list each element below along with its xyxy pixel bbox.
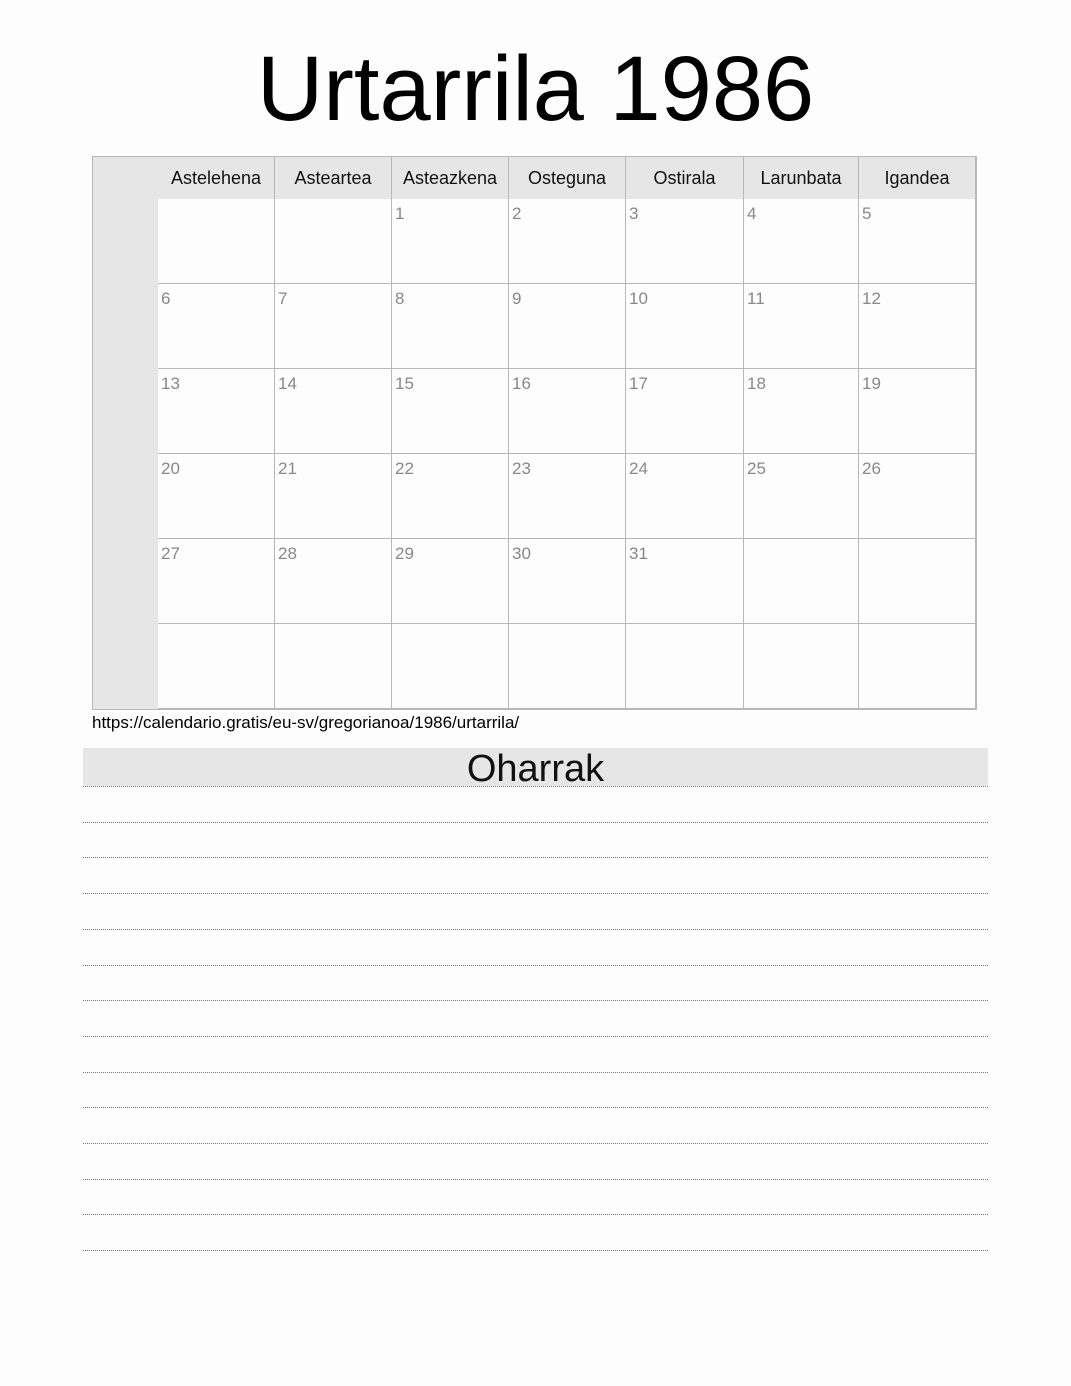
day-cell[interactable]	[509, 539, 626, 624]
day-cell[interactable]	[626, 369, 744, 454]
day-cell[interactable]	[509, 624, 626, 709]
day-cell[interactable]	[392, 284, 509, 369]
day-cell[interactable]	[859, 199, 976, 284]
note-line	[83, 1107, 988, 1108]
day-cell[interactable]	[392, 369, 509, 454]
day-cell[interactable]	[626, 624, 744, 709]
day-number: 29	[395, 544, 414, 563]
day-number: 19	[862, 374, 881, 393]
weekday-header: Asteartea	[275, 157, 392, 200]
note-line	[83, 857, 988, 858]
note-line	[83, 786, 988, 787]
day-cell[interactable]	[509, 454, 626, 539]
day-cell[interactable]	[275, 539, 392, 624]
day-number: 4	[747, 204, 757, 223]
day-number: 30	[512, 544, 531, 563]
day-cell[interactable]	[509, 199, 626, 284]
day-cell[interactable]	[859, 624, 976, 709]
day-number: 8	[395, 289, 405, 308]
day-number: 26	[862, 459, 881, 478]
day-cell[interactable]	[392, 624, 509, 709]
day-cell[interactable]	[275, 199, 392, 284]
day-number: 27	[161, 544, 180, 563]
day-cell[interactable]	[275, 369, 392, 454]
day-number: 20	[161, 459, 180, 478]
day-cell[interactable]	[744, 199, 859, 284]
note-line	[83, 1000, 988, 1001]
day-number: 6	[161, 289, 171, 308]
note-line	[83, 1214, 988, 1215]
day-cell[interactable]	[158, 624, 275, 709]
day-number: 21	[278, 459, 297, 478]
day-number: 13	[161, 374, 180, 393]
day-number: 17	[629, 374, 648, 393]
day-cell[interactable]	[859, 454, 976, 539]
day-cell[interactable]	[626, 199, 744, 284]
weekday-header: Asteazkena	[392, 157, 509, 200]
calendar-days	[158, 157, 976, 709]
day-number: 5	[862, 204, 872, 223]
weekday-header: Astelehena	[158, 157, 275, 200]
note-line	[83, 1143, 988, 1144]
note-line	[83, 929, 988, 930]
page-title: Urtarrila 1986	[256, 38, 815, 140]
day-number: 12	[862, 289, 881, 308]
weekday-header: Ostirala	[626, 157, 744, 200]
day-number: 10	[629, 289, 648, 308]
day-cell[interactable]	[626, 539, 744, 624]
weekday-header: Osteguna	[509, 157, 626, 200]
day-number: 14	[278, 374, 297, 393]
note-line	[83, 1250, 988, 1251]
weekday-header: Igandea	[859, 157, 976, 200]
note-line	[83, 1072, 988, 1073]
notes-title: Oharrak	[83, 748, 988, 786]
day-cell[interactable]	[509, 369, 626, 454]
day-cell[interactable]	[509, 284, 626, 369]
day-cell[interactable]	[158, 539, 275, 624]
note-line	[83, 893, 988, 894]
day-number: 28	[278, 544, 297, 563]
day-cell[interactable]	[158, 454, 275, 539]
day-number: 18	[747, 374, 766, 393]
day-cell[interactable]	[859, 369, 976, 454]
day-cell[interactable]	[392, 454, 509, 539]
day-cell[interactable]	[158, 369, 275, 454]
day-number: 25	[747, 459, 766, 478]
day-number: 16	[512, 374, 531, 393]
day-cell[interactable]	[744, 539, 859, 624]
calendar-grid	[92, 156, 977, 710]
day-number: 11	[747, 289, 765, 308]
day-cell[interactable]	[626, 284, 744, 369]
note-line	[83, 822, 988, 823]
day-number: 24	[629, 459, 648, 478]
weekday-header: Larunbata	[744, 157, 859, 200]
day-cell[interactable]	[392, 199, 509, 284]
note-line	[83, 1179, 988, 1180]
day-cell[interactable]	[744, 369, 859, 454]
day-cell[interactable]	[859, 284, 976, 369]
day-cell[interactable]	[275, 454, 392, 539]
day-number: 15	[395, 374, 414, 393]
day-cell[interactable]	[859, 539, 976, 624]
note-line	[83, 965, 988, 966]
day-number: 31	[629, 544, 648, 563]
day-number: 1	[395, 204, 405, 223]
week-number-column	[93, 157, 159, 709]
day-number: 9	[512, 289, 522, 308]
day-number: 7	[278, 289, 288, 308]
day-number: 23	[512, 459, 531, 478]
day-cell[interactable]	[744, 624, 859, 709]
day-number: 22	[395, 459, 414, 478]
note-line	[83, 1036, 988, 1037]
day-number: 3	[629, 204, 639, 223]
day-cell[interactable]	[392, 539, 509, 624]
day-cell[interactable]	[158, 284, 275, 369]
source-url: https://calendario.gratis/eu-sv/gregorianoa/1986/urtarrila/	[92, 713, 520, 732]
day-number: 2	[512, 204, 522, 223]
day-cell[interactable]	[275, 284, 392, 369]
day-cell[interactable]	[626, 454, 744, 539]
day-cell[interactable]	[744, 454, 859, 539]
day-cell[interactable]	[744, 284, 859, 369]
day-cell[interactable]	[158, 199, 275, 284]
day-cell[interactable]	[275, 624, 392, 709]
